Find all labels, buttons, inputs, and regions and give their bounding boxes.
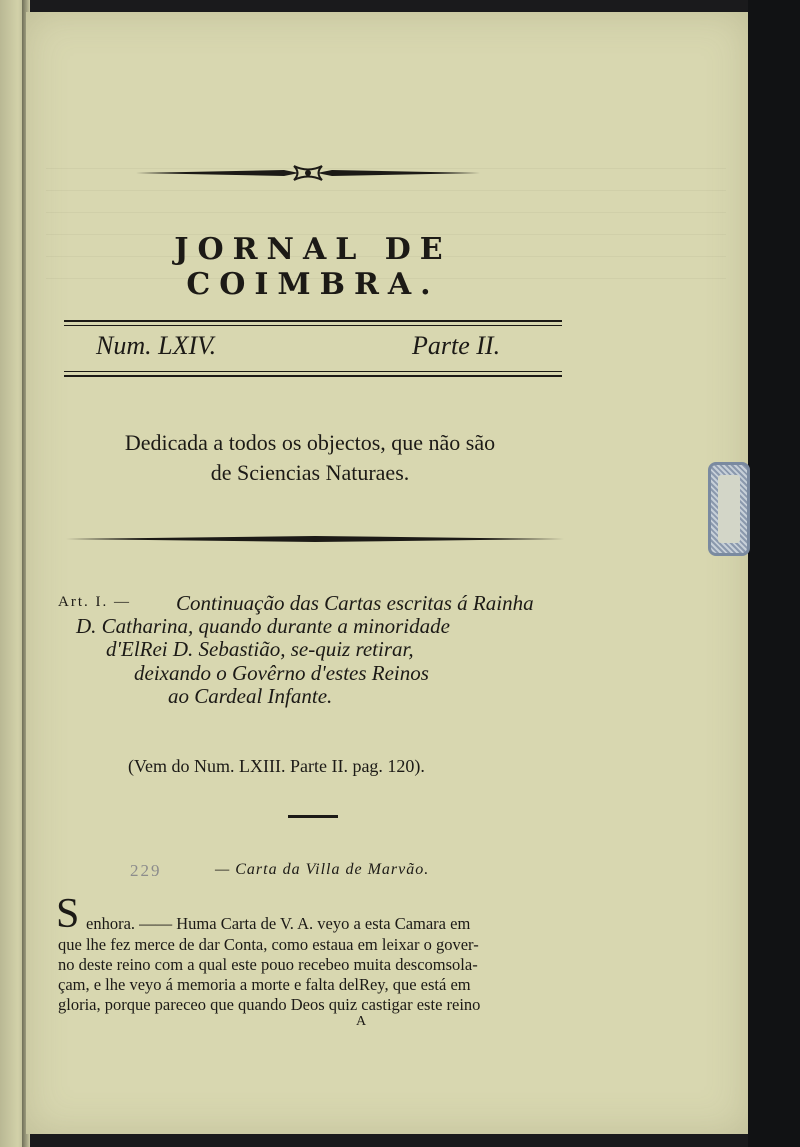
article-title-line-4: deixando o Govêrno d'estes Reinos [134, 661, 429, 685]
issue-number: Num. LXIV. [96, 331, 217, 360]
continuation-note: (Vem do Num. LXIII. Parte II. pag. 120). [128, 756, 425, 776]
article-title-line-5: ao Cardeal Infante. [168, 684, 333, 708]
top-double-rule-1 [64, 320, 562, 322]
article-title-line-3: d'ElRei D. Sebastião, se-quiz retirar, [106, 637, 414, 661]
article-label: Art. I. — [58, 594, 131, 610]
bottom-double-rule-2 [64, 375, 562, 377]
letter-line-3: no deste reino com a qual este pouo recebeo muita descomsola- [58, 955, 478, 974]
header-ornament [134, 158, 482, 188]
catchword: A [356, 1014, 367, 1029]
letter-line-2: que lhe fez merce de dar Conta, como estaua em leixar o gover- [58, 935, 479, 954]
page-tab-marker [708, 462, 750, 556]
bottom-double-rule-1 [64, 371, 562, 372]
journal-title: JORNAL DE COIMBRA. [174, 232, 452, 302]
letter-line-4: çam, e lhe veyo á memoria a morte e falta delRey, que está em [58, 975, 471, 994]
top-double-rule-2 [64, 325, 562, 326]
letter-line-1: enhora. —— Huma Carta de V. A. veyo a esta Camara em [86, 914, 471, 933]
background-right [748, 0, 800, 1147]
dedication-line-1: Dedicada a todos os objectos, que não são [124, 430, 496, 455]
letter-heading: — Carta da Villa de Marvão. [215, 861, 430, 878]
article-title-line-1: Continuação das Cartas escritas á Rainha [176, 591, 534, 615]
letter-line-5: gloria, porque pareceo que quando Deos quiz castigar este reino [58, 995, 481, 1014]
dedication-line-2: de Sciencias Naturaes. [210, 460, 410, 485]
drop-cap: S [56, 891, 80, 937]
short-divider [288, 815, 338, 818]
handwritten-number: 229 [130, 861, 162, 880]
article-title-line-2: D. Catharina, quando durante a minoridade [76, 614, 450, 638]
issue-part: Parte II. [412, 331, 501, 360]
section-divider-rule [66, 534, 564, 544]
